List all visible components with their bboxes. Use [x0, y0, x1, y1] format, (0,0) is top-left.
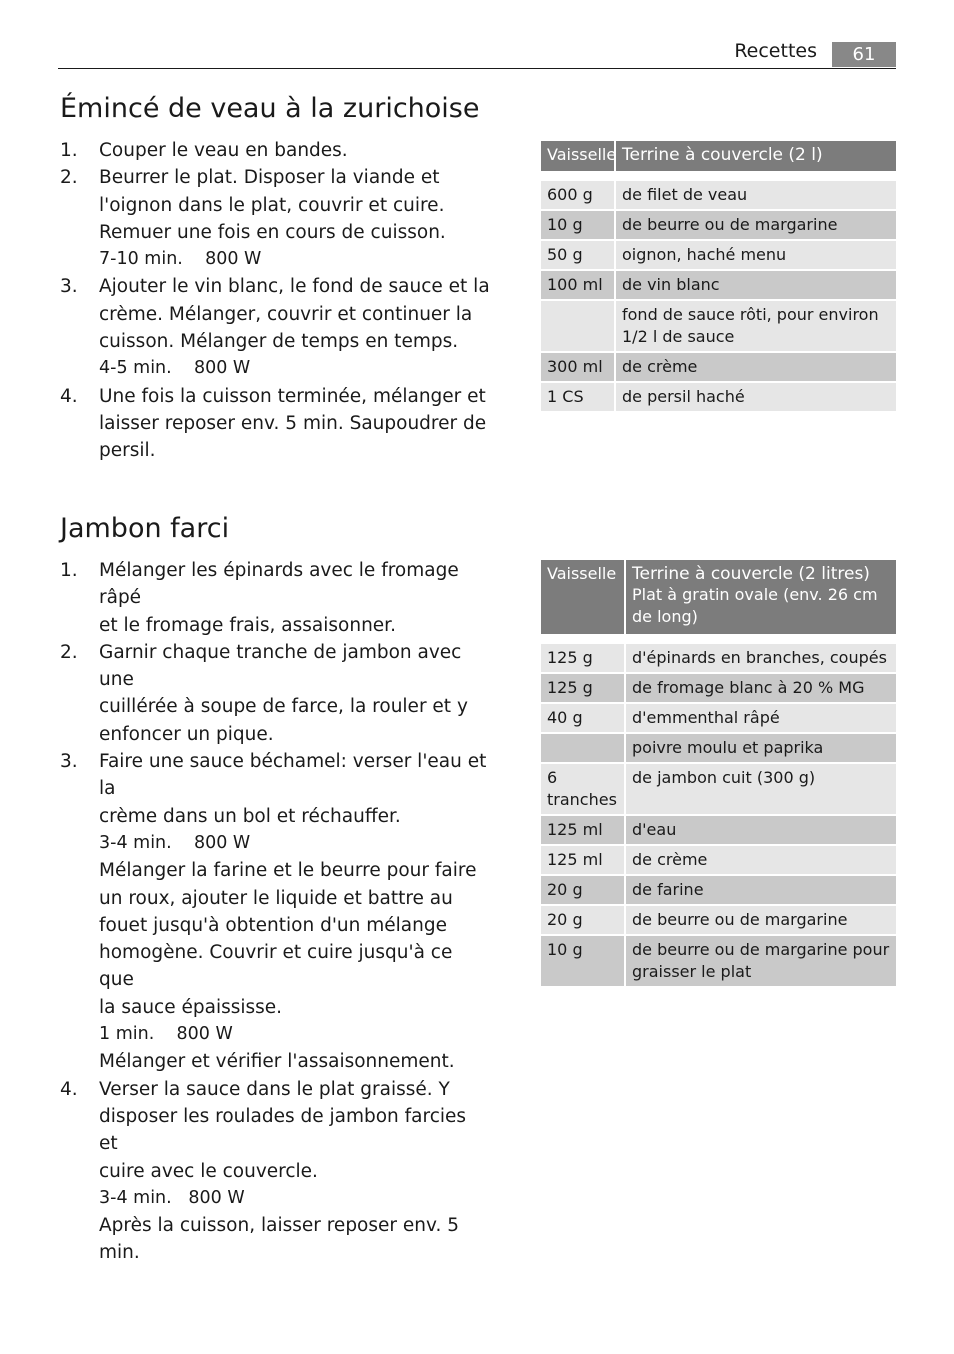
ingredient-name: d'eau — [624, 816, 896, 844]
page-number-badge: 61 — [832, 42, 896, 67]
dish-name: Terrine à couvercle (2 l) — [622, 145, 823, 165]
step-number: 3. — [60, 751, 78, 773]
recipe1-steps — [60, 137, 490, 465]
cooking-time: 7-10 min. 800 W — [99, 249, 262, 270]
recipe2-step — [60, 748, 490, 1076]
ingredient-name — [614, 301, 896, 351]
step-text: Faire une sauce béchamel: verser l'eau et la — [99, 751, 487, 800]
step-text: la sauce épaississe. — [99, 996, 283, 1018]
ingredient-qty: 10 g — [541, 211, 614, 239]
table-row — [541, 876, 896, 904]
ingredient-qty: 6 tranches — [541, 764, 624, 814]
recipe2-step — [60, 1076, 490, 1267]
ingredient-line: graisser le plat — [632, 962, 752, 981]
cooking-time: 1 min. 800 W — [99, 1024, 233, 1045]
step-text: l'oignon dans le plat, couvrir et cuire. — [99, 194, 445, 216]
recipe1-step — [60, 383, 490, 465]
ingredient-qty: 600 g — [541, 181, 614, 209]
table-row — [541, 211, 896, 239]
step-text: crème dans un bol et réchauffer. — [99, 805, 401, 827]
ingredient-line: de beurre ou de margarine pour — [632, 940, 890, 959]
step-text: Mélanger et vérifier l'assaisonnement. — [99, 1051, 455, 1073]
ingredient-name: de beurre ou de margarine — [624, 906, 896, 934]
ingredient-qty: 50 g — [541, 241, 614, 269]
ingredient-qty — [541, 301, 614, 351]
table-header-row — [541, 560, 896, 634]
cooking-time: 4-5 min. 800 W — [99, 358, 251, 379]
step-text: un roux, ajouter le liquide et battre au — [99, 887, 453, 909]
table-row — [541, 936, 896, 986]
table-row — [541, 734, 896, 762]
table-row — [541, 353, 896, 381]
step-number: 4. — [60, 1078, 78, 1100]
table-row — [541, 846, 896, 874]
ingredient-name — [624, 936, 896, 986]
cooking-time: 3-4 min. 800 W — [99, 832, 251, 853]
step-number: 3. — [60, 276, 78, 298]
step-text: cuisson. Mélanger de temps en temps. — [99, 331, 459, 353]
ingredient-name: de fromage blanc à 20 % MG — [624, 674, 896, 702]
step-text: homogène. Couvrir et cuire jusqu'à ce que — [99, 942, 453, 991]
ingredient-qty — [541, 734, 624, 762]
recipe1-step — [60, 273, 490, 382]
recipe2-steps — [60, 557, 490, 1267]
ingredient-qty: 125 g — [541, 644, 624, 672]
ingredient-name: de beurre ou de margarine — [614, 211, 896, 239]
ingredient-line: 1/2 l de sauce — [622, 327, 735, 346]
step-text: Remuer une fois en cours de cuisson. — [99, 221, 446, 243]
ingredient-qty: 10 g — [541, 936, 624, 986]
step-text: Mélanger les épinards avec le fromage râpé — [99, 560, 459, 609]
step-text: cuillérée à soupe de farce, la rouler et y — [99, 696, 468, 718]
ingredient-qty: 1 CS — [541, 383, 614, 411]
step-number: 2. — [60, 167, 78, 189]
table-row — [541, 764, 896, 814]
ingredient-qty: 40 g — [541, 704, 624, 732]
header-section-label: Recettes — [734, 40, 817, 62]
step-text: Après la cuisson, laisser reposer env. 5 min. — [99, 1215, 460, 1264]
ingredient-line: fond de sauce rôti, pour environ — [622, 305, 879, 324]
recipe-title-jambon: Jambon farci — [60, 513, 230, 544]
cooking-time: 3-4 min. 800 W — [99, 1187, 245, 1208]
recipe2-step — [60, 557, 490, 639]
step-text: Ajouter le vin blanc, le fond de sauce et la — [99, 276, 490, 298]
dish-name: Terrine à couvercle (2 litres) — [632, 564, 870, 584]
column-header-vaisselle: Vaisselle — [541, 141, 614, 171]
recipe2-step — [60, 639, 490, 748]
ingredient-qty: 20 g — [541, 906, 624, 934]
table-row — [541, 241, 896, 269]
ingredient-qty: 300 ml — [541, 353, 614, 381]
step-number: 1. — [60, 560, 78, 581]
table-header-row — [541, 141, 896, 171]
ingredient-qty: 20 g — [541, 876, 624, 904]
step-number: 1. — [60, 140, 78, 161]
recipe1-step — [60, 137, 490, 164]
ingredient-qty: 100 ml — [541, 271, 614, 299]
step-text: laisser reposer env. 5 min. Saupoudrer de — [99, 412, 487, 434]
dish-name-alt: Plat à gratin ovale (env. 26 cm de long) — [632, 585, 878, 626]
step-text: Verser la sauce dans le plat graissé. Y — [99, 1078, 450, 1100]
table-row — [541, 383, 896, 411]
step-text: Garnir chaque tranche de jambon avec une — [99, 641, 462, 691]
ingredient-name: de jambon cuit (300 g) — [624, 764, 896, 814]
ingredient-qty: 125 ml — [541, 816, 624, 844]
table-row — [541, 301, 896, 351]
table-row — [541, 271, 896, 299]
step-text: enfoncer un pique. — [99, 723, 274, 745]
recipe-title-emince: Émincé de veau à la zurichoise — [60, 93, 480, 124]
column-header-dish — [624, 560, 896, 634]
column-header-vaisselle: Vaisselle — [541, 560, 624, 634]
step-number: 2. — [60, 641, 78, 663]
step-text: Mélanger la farine et le beurre pour faire — [99, 860, 477, 882]
table-row — [541, 906, 896, 934]
step-text: crème. Mélanger, couvrir et continuer la — [99, 303, 473, 325]
ingredient-name: poivre moulu et paprika — [624, 734, 896, 762]
ingredient-name: de filet de veau — [614, 181, 896, 209]
step-number: 4. — [60, 385, 78, 407]
column-header-dish — [614, 141, 896, 171]
step-text: et le fromage frais, assaisonner. — [99, 614, 396, 636]
ingredient-name: de crème — [614, 353, 896, 381]
ingredient-name: de crème — [624, 846, 896, 874]
ingredient-name: de vin blanc — [614, 271, 896, 299]
table-row — [541, 704, 896, 732]
table-row — [541, 816, 896, 844]
step-text: Beurrer le plat. Disposer la viande et — [99, 167, 440, 189]
step-text: Couper le veau en bandes. — [99, 140, 348, 161]
step-text: fouet jusqu'à obtention d'un mélange — [99, 914, 447, 936]
step-text: persil. — [99, 440, 156, 462]
step-text: Une fois la cuisson terminée, mélanger et — [99, 385, 486, 407]
ingredient-qty: 125 g — [541, 674, 624, 702]
table-row — [541, 674, 896, 702]
ingredient-name: d'emmenthal râpé — [624, 704, 896, 732]
recipe1-ingredients-table — [541, 139, 896, 413]
table-row — [541, 644, 896, 672]
ingredient-name: d'épinards en branches, coupés — [624, 644, 896, 672]
step-text: cuire avec le couvercle. — [99, 1160, 318, 1182]
ingredient-qty: 125 ml — [541, 846, 624, 874]
ingredient-name: de persil haché — [614, 383, 896, 411]
recipe2-ingredients-table — [541, 558, 896, 988]
ingredient-name: de farine — [624, 876, 896, 904]
header-divider — [58, 68, 896, 69]
recipe1-step — [60, 164, 490, 273]
ingredient-name: oignon, haché menu — [614, 241, 896, 269]
step-text: disposer les roulades de jambon farcies et — [99, 1105, 467, 1155]
table-row — [541, 181, 896, 209]
